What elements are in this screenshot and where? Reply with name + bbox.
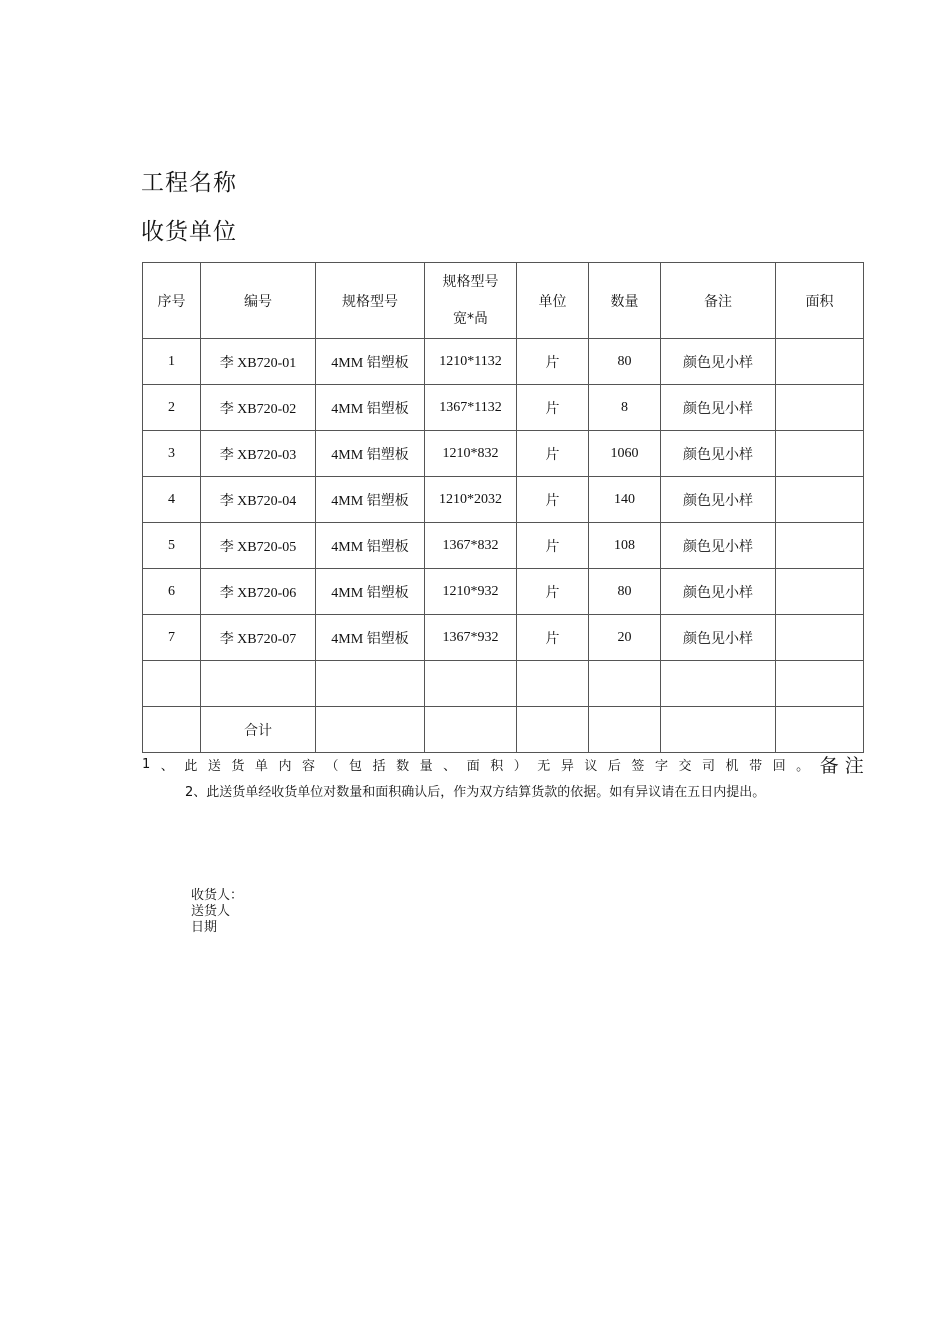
note-line-2: 2、此送货单经收货单位对数量和面积确认后，作为双方结算货款的依据。如有异议请在五日内提出。 [185,785,766,800]
empty-cell [517,707,589,753]
note-1-char: 议 [584,758,598,774]
cell-spec: 4MM 铝塑板 [316,339,425,385]
cell-code: 李 XB720-07 [201,615,316,661]
header-unit: 单位 [517,263,589,339]
cell-code: 李 XB720-01 [201,339,316,385]
note-1-char: 单 [254,758,268,774]
table-row [143,431,864,477]
cell-size: 1367*1132 [425,385,517,431]
cell-size: 1210*1132 [425,339,517,385]
cell-code: 李 XB720-06 [201,569,316,615]
cell-code: 李 XB720-04 [201,477,316,523]
empty-cell [201,661,316,707]
table-row [143,477,864,523]
note-1-char: 货 [231,758,245,774]
cell-spec: 4MM 铝塑板 [316,385,425,431]
note-1-char: 无 [537,758,551,774]
cell-qty: 80 [589,569,661,615]
receiver-signature-label: 收货人： [191,888,244,903]
cell-seq: 3 [143,431,201,477]
note-1-char: 面 [466,758,480,774]
cell-area [776,569,864,615]
cell-remark: 颜色见小样 [661,339,776,385]
empty-cell [425,707,517,753]
receiving-unit-heading: 收货单位 [141,219,237,245]
empty-cell [316,707,425,753]
table-row [143,569,864,615]
cell-seq: 5 [143,523,201,569]
note-1-char: 异 [560,758,574,774]
cell-size: 1210*932 [425,569,517,615]
cell-unit: 片 [517,615,589,661]
cell-spec: 4MM 铝塑板 [316,615,425,661]
note-1-char: 包 [349,758,363,774]
header-size-line1: 规格型号 [442,273,499,290]
note-1-char: 后 [607,758,621,774]
note-1-remark-label: 备 注 [819,754,864,777]
cell-area [776,431,864,477]
empty-cell [661,661,776,707]
cell-code: 李 XB720-02 [201,385,316,431]
note-1-char: 、 [160,758,174,774]
cell-remark: 颜色见小样 [661,477,776,523]
note-line-1 [142,752,864,776]
cell-seq: 1 [143,339,201,385]
empty-cell [425,661,517,707]
cell-size: 1367*832 [425,523,517,569]
cell-area [776,615,864,661]
sender-signature-label: 送货人 [191,904,231,919]
note-1-char: 此 [184,758,198,774]
empty-cell [143,707,201,753]
cell-code: 李 XB720-03 [201,431,316,477]
empty-cell [776,707,864,753]
cell-remark: 颜色见小样 [661,431,776,477]
table-row-total [143,707,864,753]
header-code: 编号 [201,263,316,339]
header-remark: 备注 [661,263,776,339]
cell-unit: 片 [517,477,589,523]
cell-qty: 1060 [589,431,661,477]
note-1-char: 积 [490,758,504,774]
total-label: 合计 [201,707,316,753]
cell-seq: 4 [143,477,201,523]
header-seq: 序号 [143,263,201,339]
note-1-char: 1 [142,756,151,772]
cell-size: 1367*932 [425,615,517,661]
table-row [143,615,864,661]
cell-area [776,523,864,569]
header-size [425,263,517,339]
cell-remark: 颜色见小样 [661,523,776,569]
cell-qty: 108 [589,523,661,569]
note-1-char: 送 [207,758,221,774]
table-row [143,339,864,385]
table-row-empty [143,661,864,707]
note-1-char: 容 [301,758,315,774]
note-1-char: 签 [631,758,645,774]
note-1-char: 、 [443,758,457,774]
table-header-row [143,263,864,339]
cell-area [776,477,864,523]
cell-unit: 片 [517,523,589,569]
date-label: 日期 [191,920,218,935]
cell-area [776,339,864,385]
empty-cell [316,661,425,707]
note-1-char: （ [325,758,339,774]
cell-unit: 片 [517,569,589,615]
delivery-table [142,262,864,753]
header-qty: 数量 [589,263,661,339]
table-row [143,385,864,431]
project-name-heading: 工程名称 [141,170,237,196]
note-1-char: 交 [678,758,692,774]
cell-spec: 4MM 铝塑板 [316,431,425,477]
header-spec: 规格型号 [316,263,425,339]
cell-seq: 7 [143,615,201,661]
note-1-char: 括 [372,758,386,774]
cell-unit: 片 [517,431,589,477]
note-1-char: 司 [702,758,716,774]
note-1-char: ） [513,758,527,774]
header-size-line2: 宽*咼 [453,310,488,327]
table-row [143,523,864,569]
cell-seq: 6 [143,569,201,615]
header-area: 面积 [776,263,864,339]
cell-qty: 8 [589,385,661,431]
note-1-char: 字 [654,758,668,774]
empty-cell [776,661,864,707]
cell-qty: 20 [589,615,661,661]
cell-spec: 4MM 铝塑板 [316,477,425,523]
cell-unit: 片 [517,385,589,431]
cell-area [776,385,864,431]
empty-cell [661,707,776,753]
note-1-char: 机 [725,758,739,774]
note-1-char: 。 [796,758,810,774]
cell-qty: 140 [589,477,661,523]
empty-cell [517,661,589,707]
cell-remark: 颜色见小样 [661,569,776,615]
cell-seq: 2 [143,385,201,431]
empty-cell [589,661,661,707]
note-1-char: 内 [278,758,292,774]
cell-remark: 颜色见小样 [661,615,776,661]
cell-unit: 片 [517,339,589,385]
cell-remark: 颜色见小样 [661,385,776,431]
cell-spec: 4MM 铝塑板 [316,523,425,569]
note-1-char: 量 [419,758,433,774]
table-body [143,339,864,753]
cell-size: 1210*2032 [425,477,517,523]
empty-cell [143,661,201,707]
cell-code: 李 XB720-05 [201,523,316,569]
cell-size: 1210*832 [425,431,517,477]
empty-cell [589,707,661,753]
cell-qty: 80 [589,339,661,385]
cell-spec: 4MM 铝塑板 [316,569,425,615]
note-1-char: 回 [772,758,786,774]
note-1-char: 数 [396,758,410,774]
note-1-char: 带 [749,758,763,774]
